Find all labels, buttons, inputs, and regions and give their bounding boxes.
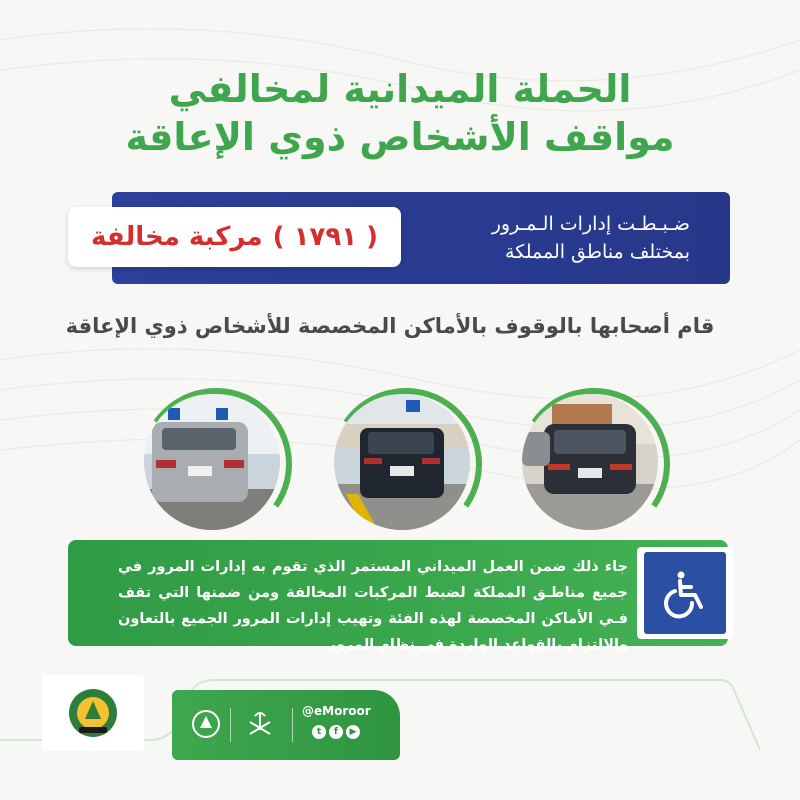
banner-line-1: ضـبـطـت إدارات الـمـرور (491, 213, 690, 235)
footer-bar (172, 690, 400, 760)
photo-center (330, 388, 480, 538)
violation-count-number: ( ١٧٩١ ) (272, 222, 379, 252)
twitter-icon[interactable]: t (312, 725, 326, 739)
footer-separator (292, 708, 293, 742)
accessibility-sign (637, 547, 733, 639)
traffic-emblem-icon (65, 685, 121, 741)
banner-text (430, 210, 690, 266)
info-box (68, 540, 728, 653)
footer-separator (230, 708, 231, 742)
car-photo-icon (144, 394, 280, 530)
facebook-icon[interactable]: f (329, 725, 343, 739)
violation-count (68, 207, 401, 267)
social-icons (312, 725, 360, 739)
traffic-badge-icon (190, 708, 222, 740)
violation-count-label: مركبة مخالفة (90, 222, 263, 252)
wheelchair-icon (644, 552, 726, 634)
saudi-emblem-icon (244, 708, 276, 740)
car-photo-icon (522, 394, 658, 530)
youtube-icon[interactable]: ▶ (346, 725, 360, 739)
photo-left (140, 388, 290, 538)
info-text: جاء ذلك ضمن العمل الميداني المستمر الذي تقوم به إدارات المرور في جميع مناطـق المملكة لضبط المركبات المخالفة ومن ضمنها التي تقف فـي الأماكن المخصصة لهذه الفئة وتهيب إدارات المرور الجميع بالتعاون والالتزام بالقواعد الواردة في نظام المرور (118, 559, 628, 653)
photo-right (518, 388, 668, 538)
traffic-logo (42, 675, 144, 751)
subtitle: قام أصحابها بالوقوف بالأماكن المخصصة للأشخاص ذوي الإعاقة (65, 314, 715, 338)
car-photo-icon (334, 394, 470, 530)
title-line-2: مواقف الأشخاص ذوي الإعاقة (125, 115, 675, 159)
social-handle[interactable]: @eMoroor (302, 704, 371, 718)
title-line-1: الحملة الميدانية لمخالفي (168, 67, 632, 111)
banner-line-2: بمختلف مناطق المملكة (505, 241, 690, 263)
